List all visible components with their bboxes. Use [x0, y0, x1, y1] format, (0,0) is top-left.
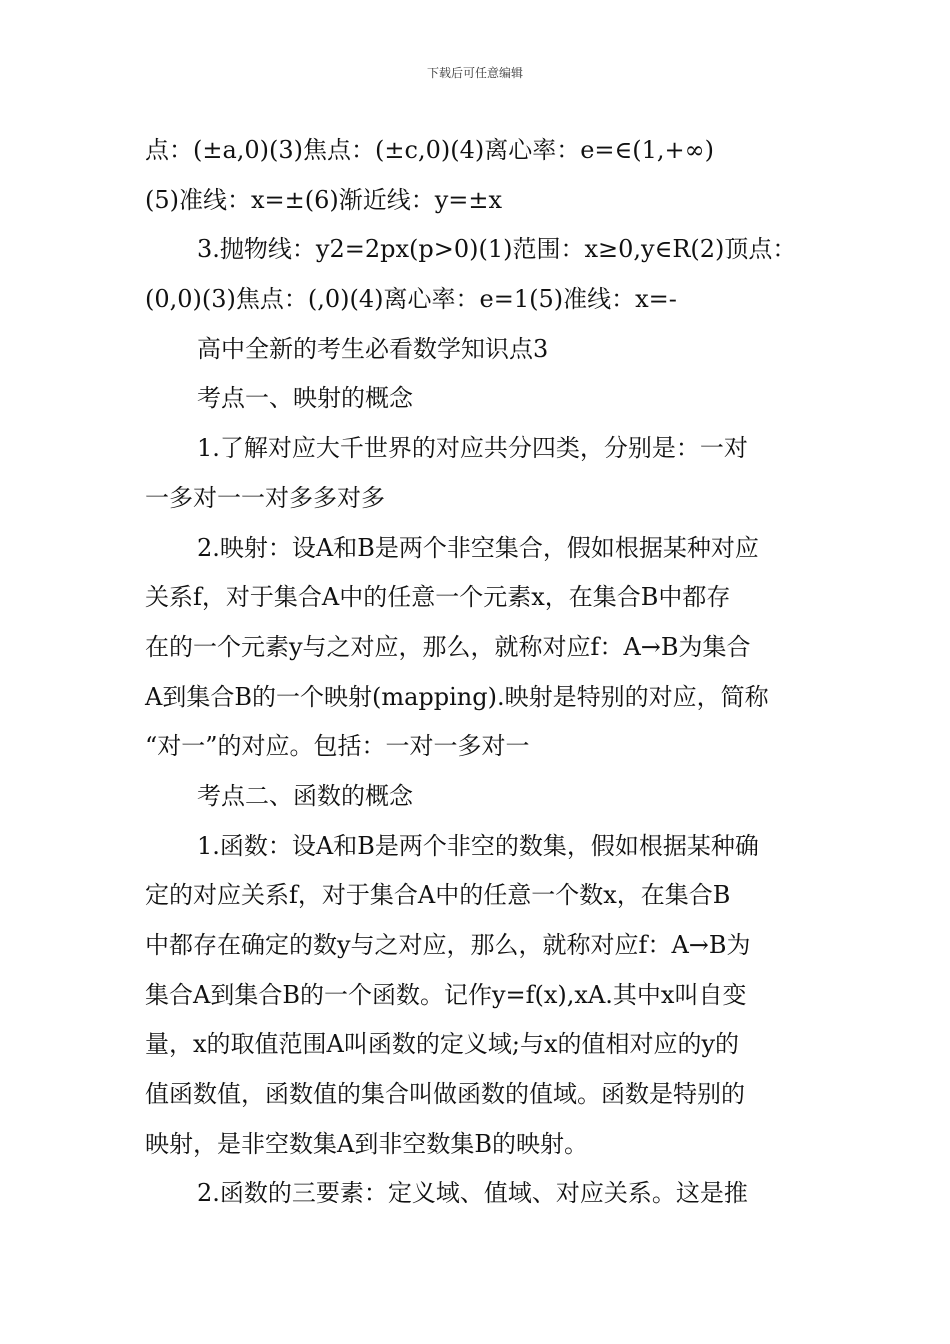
- subsection-heading: 考点一、映射的概念: [197, 384, 413, 413]
- text-line: 2.映射：设A和B是两个非空集合，假如根据某种对应: [197, 533, 759, 562]
- text-line: 1.函数：设A和B是两个非空的数集，假如根据某种确: [197, 831, 759, 860]
- text-line: 量，x的取值范围A叫函数的定义域;与x的值相对应的y的: [145, 1030, 740, 1059]
- text-line: 2.函数的三要素：定义域、值域、对应关系。这是推: [197, 1179, 748, 1208]
- text-line: 映射，是非空数集A到非空数集B的映射。: [145, 1129, 588, 1158]
- text-line: 值函数值，函数值的集合叫做函数的值域。函数是特别的: [145, 1080, 745, 1109]
- text-line: 中都存在确定的数y与之对应，那么，就称对应f：A→B为: [145, 931, 751, 959]
- text-line: 一多对一一对多多对多: [145, 483, 385, 512]
- text-line: 3.抛物线：y2=2px(p>0)(1)范围：x≥0,y∈R(2)顶点：: [197, 235, 797, 264]
- document-body: [145, 126, 810, 1219]
- text-line: 关系f，对于集合A中的任意一个元素x，在集合B中都存: [145, 583, 731, 612]
- text-line: (0,0)(3)焦点：(,0)(4)离心率：e=1(5)准线：x=-: [145, 285, 677, 314]
- text-line: 1.了解对应大千世界的对应共分四类，分别是：一对: [197, 434, 748, 463]
- section-heading: 高中全新的考生必看数学知识点3: [197, 334, 549, 363]
- subsection-heading: 考点二、函数的概念: [197, 781, 413, 810]
- text-line: “对一”的对应。包括：一对一多对一: [145, 732, 530, 761]
- text-line: A到集合B的一个映射(mapping).映射是特别的对应，简称: [145, 682, 769, 711]
- text-line: 集合A到集合B的一个函数。记作y=f(x),xA.其中x叫自变: [145, 980, 747, 1009]
- page-header: 下载后可任意编辑: [426, 66, 523, 80]
- text-line: 在的一个元素y与之对应，那么，就称对应f：A→B为集合: [145, 632, 751, 661]
- text-line: 定的对应关系f，对于集合A中的任意一个数x，在集合B: [145, 881, 731, 910]
- text-line: 点：(±a,0)(3)焦点：(±c,0)(4)离心率：e=∈(1,+∞): [145, 136, 715, 164]
- text-line: (5)准线：x=±(6)渐近线：y=±x: [145, 185, 503, 214]
